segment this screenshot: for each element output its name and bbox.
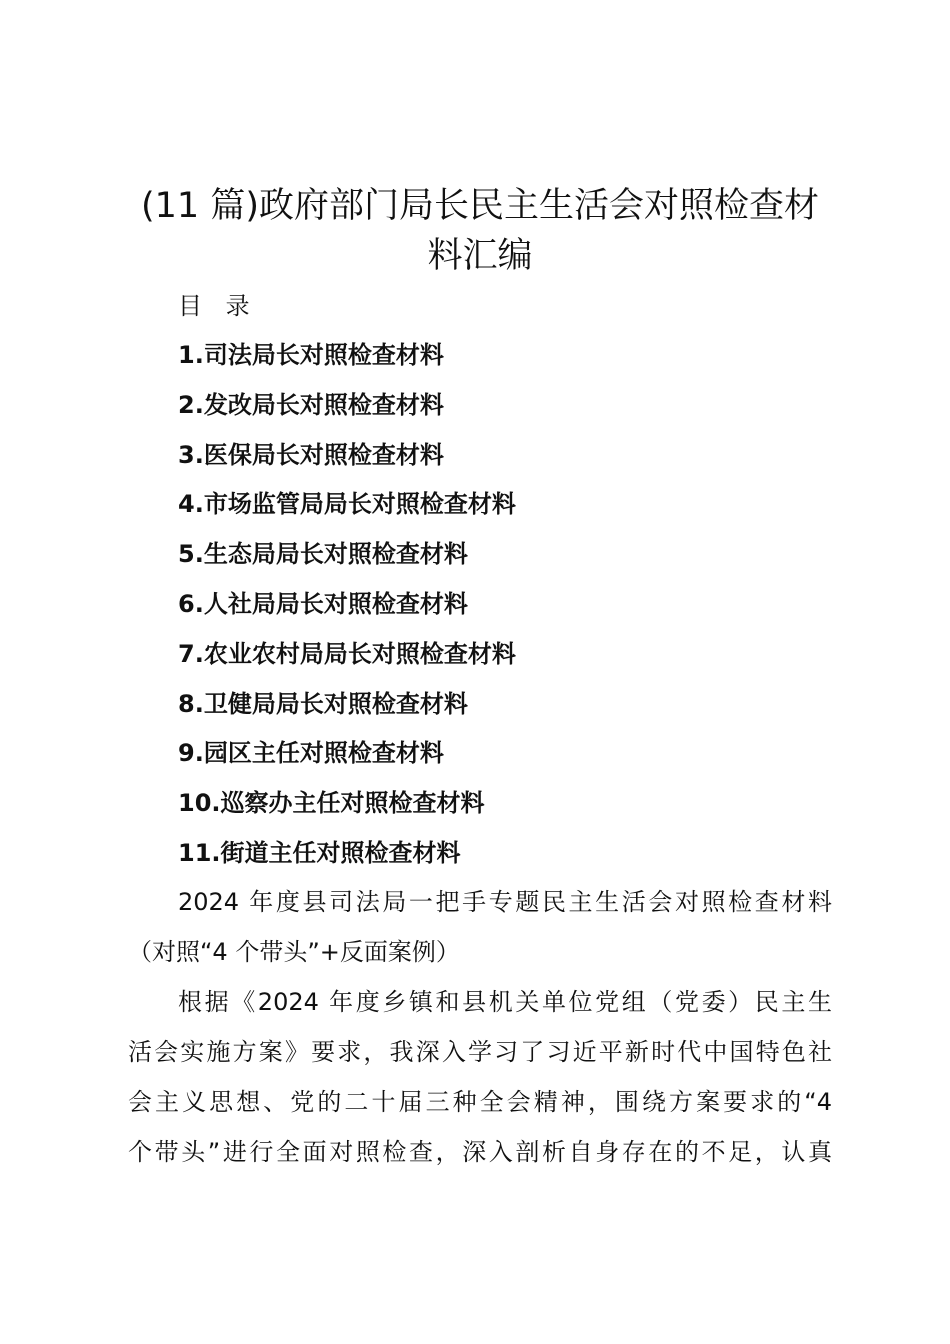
- document-title-line-1: (11 篇)政府部门局长民主生活会对照检查材: [141, 186, 819, 226]
- toc-item: 3.医保局长对照检查材料: [178, 440, 444, 469]
- section-title-line-2: （对照“4 个带头”+反面案例）: [128, 938, 460, 966]
- toc-item: 4.市场监管局局长对照检查材料: [178, 490, 516, 519]
- toc-item: 9.园区主任对照检查材料: [178, 739, 444, 768]
- toc-item: 6.人社局局长对照检查材料: [178, 589, 468, 618]
- toc-item: 7.农业农村局局长对照检查材料: [178, 639, 516, 668]
- toc-item: 2.发改局长对照检查材料: [178, 390, 444, 419]
- toc-item: 1.司法局长对照检查材料: [178, 341, 444, 369]
- paragraph-line: 会主义思想、党的二十届三种全会精神，围绕方案要求的“4: [128, 1088, 832, 1116]
- toc-item: 11.街道主任对照检查材料: [178, 838, 461, 867]
- paragraph-line: 活会实施方案》要求，我深入学习了习近平新时代中国特色社: [128, 1038, 832, 1066]
- toc-item: 8.卫健局局长对照检查材料: [178, 689, 468, 718]
- document-title-line-2: 料汇编: [427, 236, 533, 276]
- paragraph-line: 个带头”进行全面对照检查，深入剖析自身存在的不足，认真: [128, 1138, 832, 1166]
- toc-item: 10.巡察办主任对照检查材料: [178, 789, 485, 818]
- toc-item: 5.生态局局长对照检查材料: [178, 540, 468, 569]
- table-of-contents: [178, 336, 516, 884]
- paragraph-line: 根据《2024 年度乡镇和县机关单位党组（党委）民主生: [178, 988, 832, 1016]
- toc-heading: 目 录: [178, 292, 258, 320]
- section-title-line-1: 2024 年度县司法局一把手专题民主生活会对照检查材料: [178, 888, 832, 916]
